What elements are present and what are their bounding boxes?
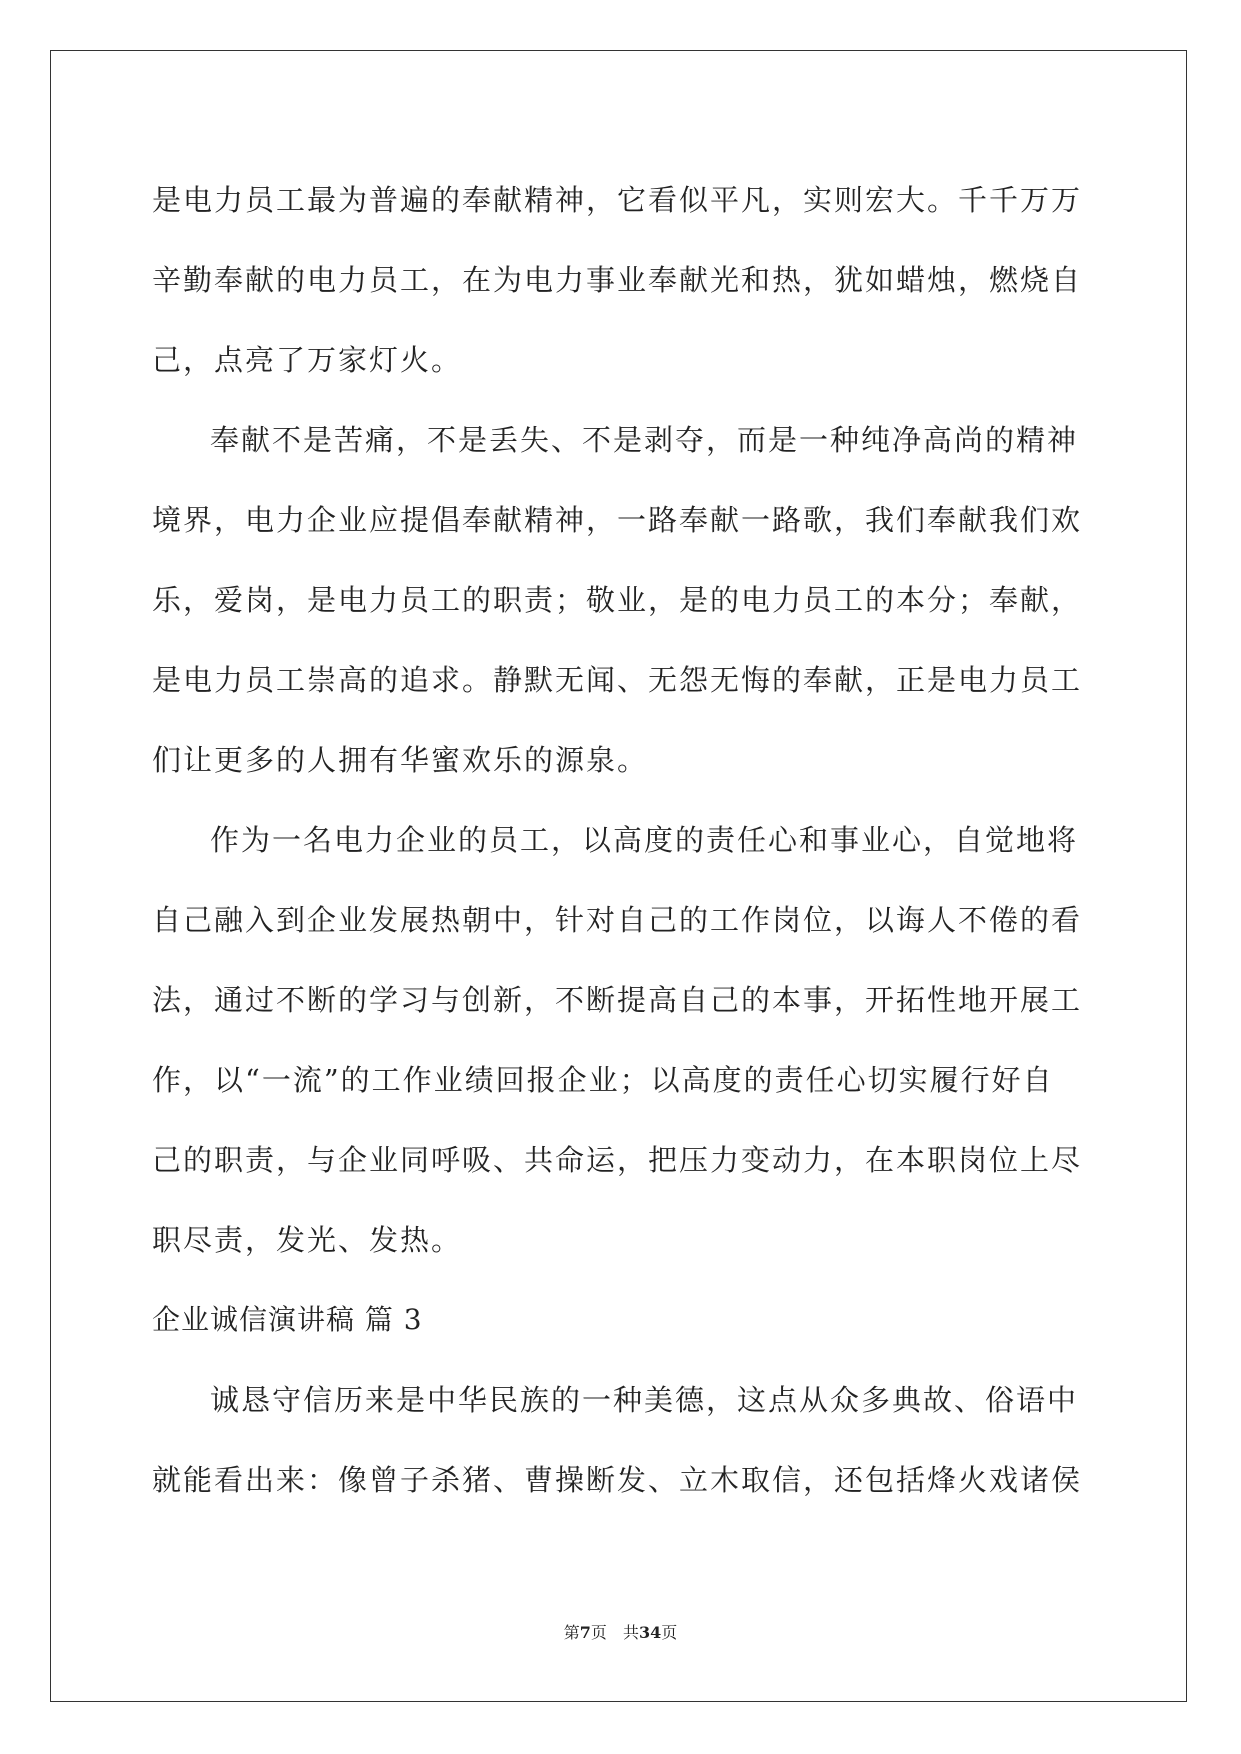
text-line: 是电力员工最为普遍的奉献精神，它看似平凡，实则宏大。千千万万 <box>152 183 1083 217</box>
paragraph-3 <box>152 800 1092 1280</box>
footer-total-prefix: 共 <box>622 1623 639 1642</box>
total-pages-number: 34 <box>638 1623 662 1642</box>
text-line: 己的职责，与企业同呼吸、共命运，把压力变动力，在本职岗位上尽 <box>152 1143 1083 1177</box>
footer-total-suffix: 页 <box>661 1623 678 1642</box>
text-line: 诚恳守信历来是中华民族的一种美德，这点从众多典故、俗语中 <box>210 1383 1079 1417</box>
document-body <box>152 160 1092 1520</box>
page-footer <box>0 1620 1241 1643</box>
current-page-number: 7 <box>579 1623 591 1642</box>
text-line: 奉献不是苦痛，不是丢失、不是剥夺，而是一种纯净高尚的精神 <box>210 423 1079 457</box>
footer-page-word: 页 <box>590 1623 607 1642</box>
text-line: 己，点亮了万家灯火。 <box>152 343 463 377</box>
text-line: 境界，电力企业应提倡奉献精神，一路奉献一路歌，我们奉献我们欢 <box>152 503 1083 537</box>
text-line: 自己融入到企业发展热朝中，针对自己的工作岗位，以诲人不倦的看 <box>152 903 1083 937</box>
text-line: 作为一名电力企业的员工，以高度的责任心和事业心，自觉地将 <box>210 823 1079 857</box>
text-line: 辛勤奉献的电力员工，在为电力事业奉献光和热，犹如蜡烛，燃烧自 <box>152 263 1083 297</box>
text-line: 们让更多的人拥有华蜜欢乐的源泉。 <box>152 743 649 777</box>
paragraph-4 <box>152 1360 1092 1520</box>
paragraph-1 <box>152 160 1092 400</box>
text-line: 职尽责，发光、发热。 <box>152 1223 463 1257</box>
text-line: 是电力员工崇高的追求。静默无闻、无怨无悔的奉献，正是电力员工 <box>152 663 1083 697</box>
text-line: 法，通过不断的学习与创新，不断提高自己的本事，开拓性地开展工 <box>152 983 1083 1017</box>
text-line: 作，以“一流”的工作业绩回报企业；以高度的责任心切实履行好自 <box>152 1063 1054 1097</box>
paragraph-2 <box>152 400 1092 800</box>
text-line: 就能看出来：像曾子杀猪、曹操断发、立木取信，还包括烽火戏诸侯 <box>152 1463 1083 1497</box>
section-heading: 企业诚信演讲稿 篇 3 <box>152 1303 423 1336</box>
footer-prefix: 第 <box>563 1623 580 1642</box>
text-line: 乐，爱岗，是电力员工的职责；敬业，是的电力员工的本分；奉献， <box>152 583 1083 617</box>
